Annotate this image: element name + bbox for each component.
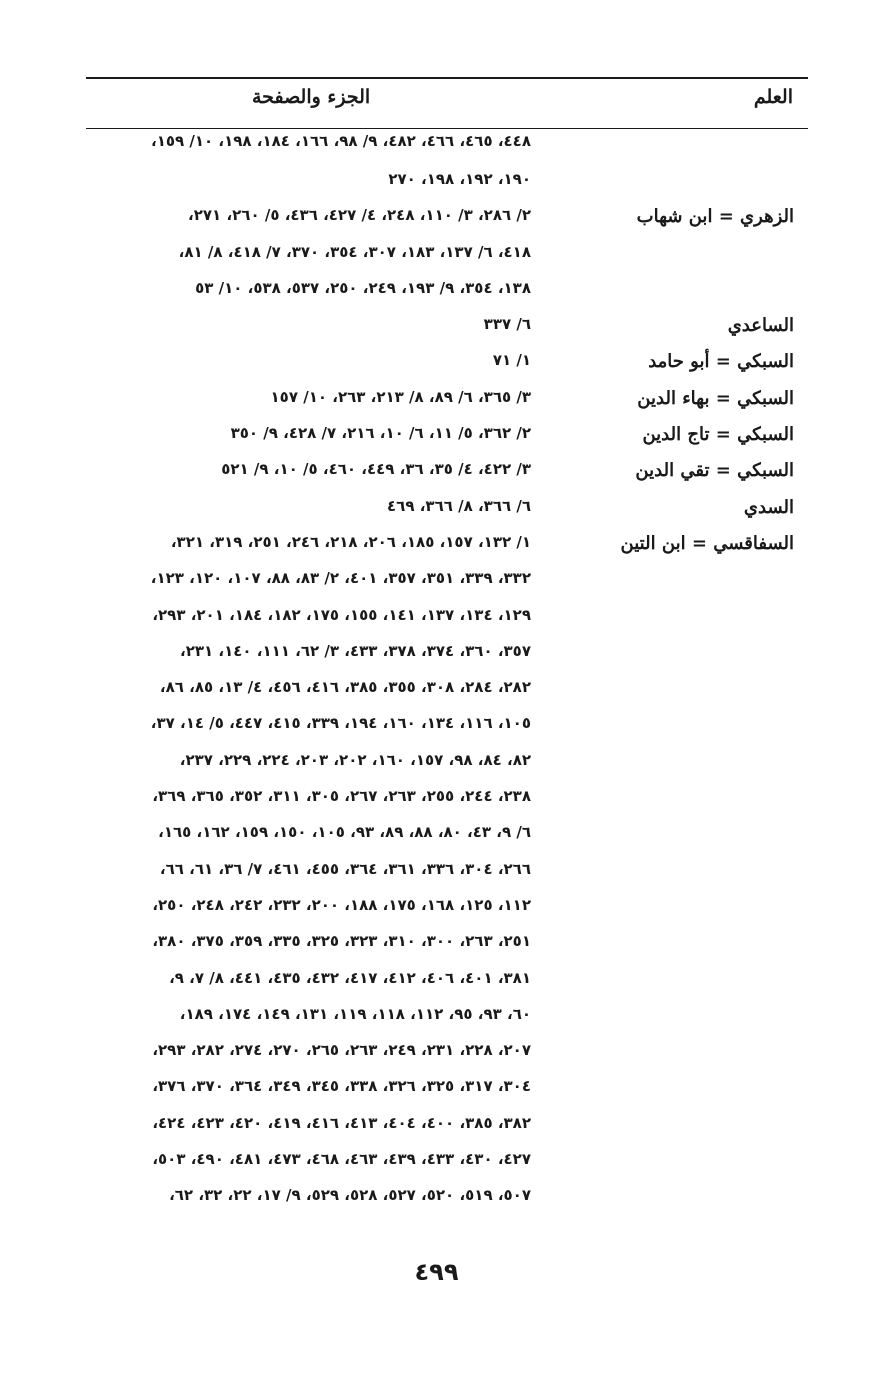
- top-rule: [86, 77, 808, 79]
- header-name-column: العلم: [753, 86, 793, 108]
- index-row: [86, 525, 808, 561]
- index-row: [86, 489, 808, 525]
- entry-pages: ٥٠٧، ٥١٩، ٥٢٠، ٥٢٧، ٥٢٨، ٥٢٩، ٩/ ١٧، ٢٢، ٣٢، ٦٢،: [169, 1186, 531, 1205]
- entry-pages: ٣٨١، ٤٠١، ٤٠٦، ٤١٢، ٤١٧، ٤٣٢، ٤٣٥، ٤٤١، ٨/ ٧، ٩،: [169, 968, 531, 987]
- index-entries: [86, 128, 808, 1215]
- entry-name: السبكي = تاج الدين: [642, 424, 794, 446]
- entry-pages: ١٢٩، ١٣٤، ١٣٧، ١٤١، ١٥٥، ١٧٥، ١٨٢، ١٨٤، ٢٠١، ٢٩٣،: [152, 605, 531, 624]
- entry-pages: ١٠٥، ١١٦، ١٣٤، ١٦٠، ١٩٤، ٣٣٩، ٤١٥، ٤٤٧، ٥/ ١٤، ٣٧،: [150, 714, 531, 733]
- entry-pages: ١/ ١٣٢، ١٥٧، ١٨٥، ٢٠٦، ٢١٨، ٢٤٦، ٢٥١، ٣١٩، ٣٢١،: [170, 532, 531, 551]
- entry-pages: ٢/ ٢٨٦، ٣/ ١١٠، ٢٤٨، ٤/ ٤٢٧، ٤٣٦، ٥/ ٢٦٠، ٢٧١،: [188, 206, 531, 225]
- entry-pages: ٢٠٧، ٢٢٨، ٢٣١، ٢٤٩، ٢٦٣، ٢٦٥، ٢٧٠، ٢٧٤، ٢٨٢، ٢٩٣،: [152, 1041, 531, 1060]
- entry-pages: ٨٢، ٨٤، ٩٨، ١٥٧، ١٦٠، ٢٠٢، ٢٠٣، ٢٢٤، ٢٢٩، ٢٣٧،: [179, 750, 531, 769]
- entry-pages: ٣٣٢، ٣٣٩، ٣٥١، ٣٥٧، ٤٠١، ٢/ ٨٣، ٨٨، ١٠٧، ١٢٠، ١٢٣،: [150, 569, 531, 588]
- entry-pages: ١٩٠، ١٩٢، ١٩٨، ٢٧٠: [388, 170, 531, 188]
- index-row: [86, 452, 808, 488]
- index-row: [86, 815, 808, 851]
- index-row: [86, 924, 808, 960]
- index-row: [86, 852, 808, 888]
- index-row: [86, 307, 808, 343]
- index-row: [86, 888, 808, 924]
- entry-pages: ٣٥٧، ٣٦٠، ٣٧٤، ٣٧٨، ٤٣٣، ٣/ ٦٢، ١١١، ١٤٠، ٢٣١،: [180, 641, 531, 660]
- entry-pages: ٣/ ٤٢٢، ٤/ ٣٥، ٣٦، ٤٤٩، ٤٦٠، ٥/ ١٠، ٩/ ٥٢١: [221, 460, 531, 479]
- index-row: [86, 1142, 808, 1178]
- entry-pages: ٣٠٤، ٣١٧، ٣٢٥، ٣٢٦، ٣٣٨، ٣٤٥، ٣٤٩، ٣٦٤، ٣٧٠، ٣٧٦،: [152, 1077, 531, 1096]
- index-row: [86, 343, 808, 379]
- entry-pages: ٣/ ٣٦٥، ٦/ ٨٩، ٨/ ٢١٣، ٢٦٣، ١٠/ ١٥٧: [270, 387, 531, 406]
- index-row: [86, 598, 808, 634]
- page-number: ٤٩٩: [414, 1258, 459, 1286]
- entry-pages: ٢/ ٣٦٢، ٥/ ١١، ٦/ ١٠، ٢١٦، ٧/ ٤٢٨، ٩/ ٣٥٠: [230, 424, 531, 443]
- entry-pages: ١١٢، ١٢٥، ١٦٨، ١٧٥، ١٨٨، ٢٠٠، ٢٣٢، ٢٤٢، ٢٤٨، ٢٥٠،: [152, 895, 531, 914]
- entry-pages: ٤٢٧، ٤٣٠، ٤٣٣، ٤٣٩، ٤٦٣، ٤٦٨، ٤٧٣، ٤٨١، ٤٩٠، ٥٠٣،: [152, 1150, 531, 1169]
- index-row: [86, 1033, 808, 1069]
- index-row: [86, 416, 808, 452]
- entry-pages: ٦/ ٣٦٦، ٨/ ٣٦٦، ٤٦٩: [387, 496, 531, 515]
- index-row: [86, 198, 808, 234]
- entry-name: السبكي = بهاء الدين: [637, 387, 794, 409]
- entry-pages: ٢٥١، ٢٦٣، ٣٠٠، ٣١٠، ٣٢٣، ٣٢٥، ٣٣٥، ٣٥٩، ٣٧٥، ٣٨٠،: [152, 932, 531, 951]
- entry-pages: ٢٦٦، ٣٠٤، ٣٣٦، ٣٦١، ٣٦٤، ٤٥٥، ٤٦١، ٧/ ٣٦، ٦١، ٦٦،: [159, 859, 531, 878]
- entry-pages: ٤٤٨، ٤٦٥، ٤٦٦، ٤٨٢، ٩/ ٩٨، ١٦٦، ١٨٤، ١٩٨، ١٠/ ١٥٩،: [150, 132, 531, 150]
- entry-pages: ٣٨٢، ٣٨٥، ٤٠٠، ٤٠٤، ٤١٣، ٤١٦، ٤١٩، ٤٢٠، ٤٢٣، ٤٢٤،: [152, 1113, 531, 1132]
- index-row: [86, 1106, 808, 1142]
- index-row: [86, 779, 808, 815]
- index-row: [86, 706, 808, 742]
- entry-pages: ٤١٨، ٦/ ١٣٧، ١٨٣، ٣٠٧، ٣٥٤، ٣٧٠، ٧/ ٤١٨، ٨/ ٨١،: [178, 242, 531, 261]
- index-row: [86, 997, 808, 1033]
- entry-pages: ٦/ ٣٣٧: [483, 315, 531, 334]
- index-row: [86, 1069, 808, 1105]
- entry-name: السبكي = تقي الدين: [635, 460, 794, 482]
- index-row: [86, 162, 808, 198]
- entry-pages: ٢٨٢، ٢٨٤، ٣٠٨، ٣٥٥، ٣٨٥، ٤١٦، ٤٥٦، ٤/ ١٣، ٨٥، ٨٦،: [159, 678, 531, 697]
- entry-pages: ٦/ ٩، ٤٣، ٨٠، ٨٨، ٨٩، ٩٣، ١٠٥، ١٥٠، ١٥٩، ١٦٢، ١٦٥،: [158, 823, 531, 842]
- index-row: [86, 561, 808, 597]
- entry-pages: ٢٣٨، ٢٤٤، ٢٥٥، ٢٦٣، ٢٦٧، ٣٠٥، ٣١١، ٣٥٢، ٣٦٥، ٣٦٩،: [152, 787, 531, 806]
- index-row: [86, 961, 808, 997]
- index-row: [86, 128, 808, 162]
- index-row: [86, 743, 808, 779]
- entry-pages: ٦٠، ٩٣، ٩٥، ١١٢، ١١٨، ١١٩، ١٣١، ١٤٩، ١٧٤، ١٨٩،: [179, 1004, 531, 1023]
- index-row: [86, 1178, 808, 1214]
- entry-name: الزهري = ابن شهاب: [636, 206, 794, 228]
- index-row: [86, 670, 808, 706]
- entry-pages: ١٣٨، ٣٥٤، ٩/ ١٩٣، ٢٤٩، ٢٥٠، ٥٣٧، ٥٣٨، ١٠/ ٥٣: [195, 278, 531, 297]
- index-row: [86, 380, 808, 416]
- entry-name: السدي: [743, 496, 794, 518]
- index-row: [86, 271, 808, 307]
- entry-name: السفاقسي = ابن التين: [620, 532, 794, 554]
- index-row: [86, 634, 808, 670]
- index-row: [86, 235, 808, 271]
- entry-name: السبكي = أبو حامد: [648, 351, 794, 373]
- entry-pages: ١/ ٧١: [492, 351, 531, 370]
- entry-name: الساعدي: [727, 315, 794, 337]
- header-pages-column: الجزء والصفحة: [252, 86, 371, 108]
